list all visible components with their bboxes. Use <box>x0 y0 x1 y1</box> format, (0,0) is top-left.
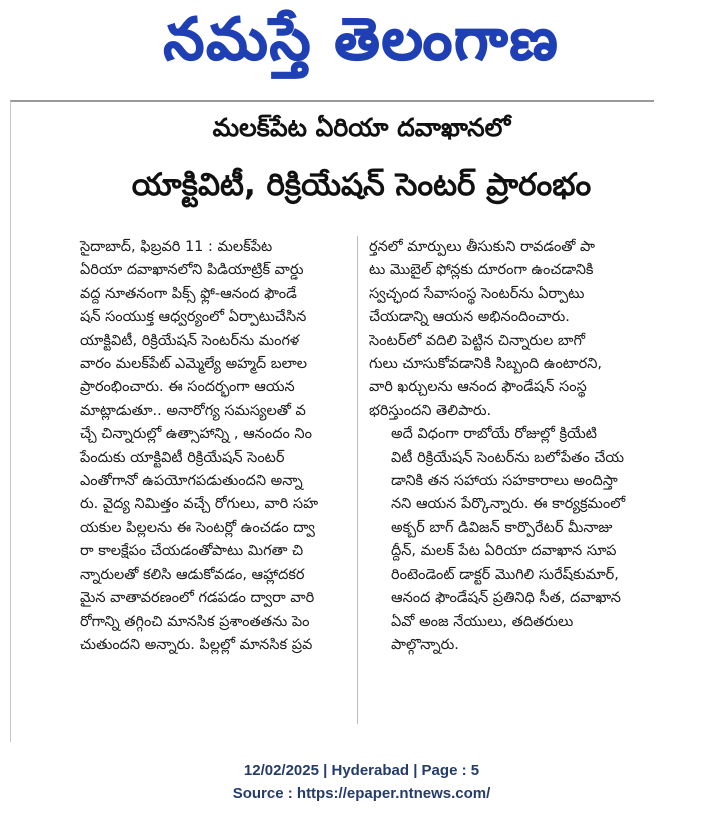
text-line: టు మొబైల్ ఫోన్లకు దూరంగా ఉంచడానికి <box>369 262 594 279</box>
text-line: రోగాన్ని తగ్గించి మానసిక ప్రశాంతతను పెం <box>80 613 310 630</box>
text-line: ద్దీన్, మలక్ పేట ఏరియా దవాఖాన సూప <box>391 543 617 560</box>
text-line: పేందుకు యాక్టివిటీ రిక్రియేషన్ సెంటర్ <box>80 449 285 466</box>
text-line: ఎంతోగానో ఉపయోగపడుతుందని అన్నా <box>80 473 303 490</box>
text-line: మైన వాతావరణంలో గడపడం ద్వారా వారి <box>80 590 315 607</box>
text-line: రు. వైద్య నిమిత్తం వచ్చే రోగులు, వారి సహ <box>80 496 319 513</box>
source-link[interactable]: Source : https://epaper.ntnews.com/ <box>232 785 491 802</box>
text-line: వారి ఖర్చులను ఆనంద ఫౌండేషన్ సంస్థ <box>369 379 587 396</box>
article-paragraph <box>369 236 652 423</box>
article-column-left <box>58 236 348 657</box>
text-line: అక్బర్ బాగ్ డివిజన్ కార్పొరేటర్ మీనాజు <box>391 519 613 536</box>
text-line: నని ఆయన పేర్కొన్నారు. ఈ కార్యక్రమంలో <box>391 496 626 513</box>
text-line: న్నారులతో కలిసి ఆడుకోవడం, ఆహ్లాదకర <box>80 566 305 583</box>
text-line: షన్ సంయుక్త ఆధ్వర్యంలో ఏర్పాటుచేసిన <box>80 309 307 326</box>
article-column-right <box>369 236 652 657</box>
text-line: ప్రారంభించారు. ఈ సందర్భంగా ఆయన <box>80 379 295 396</box>
text-line: పాల్గొన్నారు. <box>391 636 459 653</box>
text-line: రా కాలక్షేపం చేయడంతోపాటు మిగతా చి <box>80 543 304 560</box>
text-line: స్వచ్ఛంద సేవాసంస్థ సెంటర్‌ను ఏర్పాటు <box>369 285 585 302</box>
text-line: చ్చే చిన్నారుల్లో ఉత్సాహాన్ని , ఆనందం నిం <box>80 426 312 443</box>
text-line: మాట్లాడుతూ.. అనారోగ్య సమస్యలతో వ <box>80 402 306 419</box>
article-kicker: మలక్‌పేట ఏరియా దవాఖానలో <box>212 113 511 142</box>
text-line: ఆనంద ఫౌండేషన్ ప్రతినిధి సీత, దవాఖాన <box>391 590 621 607</box>
column-divider <box>357 236 358 724</box>
text-line: చుతుందని అన్నారు. పిల్లల్లో మానసిక ప్రవ <box>80 636 313 653</box>
text-line: సైదాబాద్, ఫిబ్రవరి 11 : మలక్‌పేట <box>80 239 273 255</box>
article-headline: యాక్టివిటీ, రిక్రియేషన్ సెంటర్ ప్రారంభం <box>131 167 592 203</box>
text-line: అదే విధంగా రాబోయే రోజుల్లో క్రియేటి <box>391 426 597 443</box>
text-line: వద్ద నూతనంగా పిక్స్ ఫ్లో-ఆనంద ఫౌండే <box>80 285 297 302</box>
text-line: ఏరియా దవాఖానలోని పిడియాట్రిక్ వార్డు <box>80 262 304 279</box>
article-paragraph <box>369 423 652 657</box>
text-line: ఏవో అంజ నేయులు, తదితరులు <box>391 613 574 630</box>
text-line: చేయడాన్ని ఆయన అభినందించారు. <box>369 309 570 326</box>
text-line: భరిస్తుందని తెలిపారు. <box>369 402 492 419</box>
article-paragraph <box>58 236 348 657</box>
text-line: వారం మలక్‌పేట్ ఎమ్మెల్యే అహ్మద్ బలాల <box>80 356 308 373</box>
text-line: విటీ రిక్రియేషన్ సెంటర్‌ను బలోపేతం చేయ <box>391 449 625 466</box>
edition-info: 12/02/2025 | Hyderabad | Page : 5 <box>243 762 480 779</box>
text-line: యకుల పిల్లలను ఈ సెంటర్లో ఉంచడం ద్వా <box>80 519 315 536</box>
text-line: ర్తనలో మార్పులు తీసుకుని రావడంతో పా <box>369 239 596 255</box>
text-line: యాక్టివిటీ, రిక్రియేషన్ సెంటర్‌ను మంగళ <box>80 332 300 349</box>
text-line: రింటెండెంట్ డాక్టర్ మొగిలి సురేష్‌కుమార్, <box>391 566 619 583</box>
text-line: డానికి తన సహాయ సహకారాలు అందిస్తా <box>391 473 618 490</box>
masthead-logo: నమస్తే తెలంగాణ <box>163 5 560 73</box>
text-line: సెంటర్‌లో వదిలి పెట్టిన చిన్నారుల బాగో <box>369 332 585 349</box>
text-line: గులు చూసుకోవడానికి సిబ్బంది ఉంటారని, <box>369 356 603 373</box>
